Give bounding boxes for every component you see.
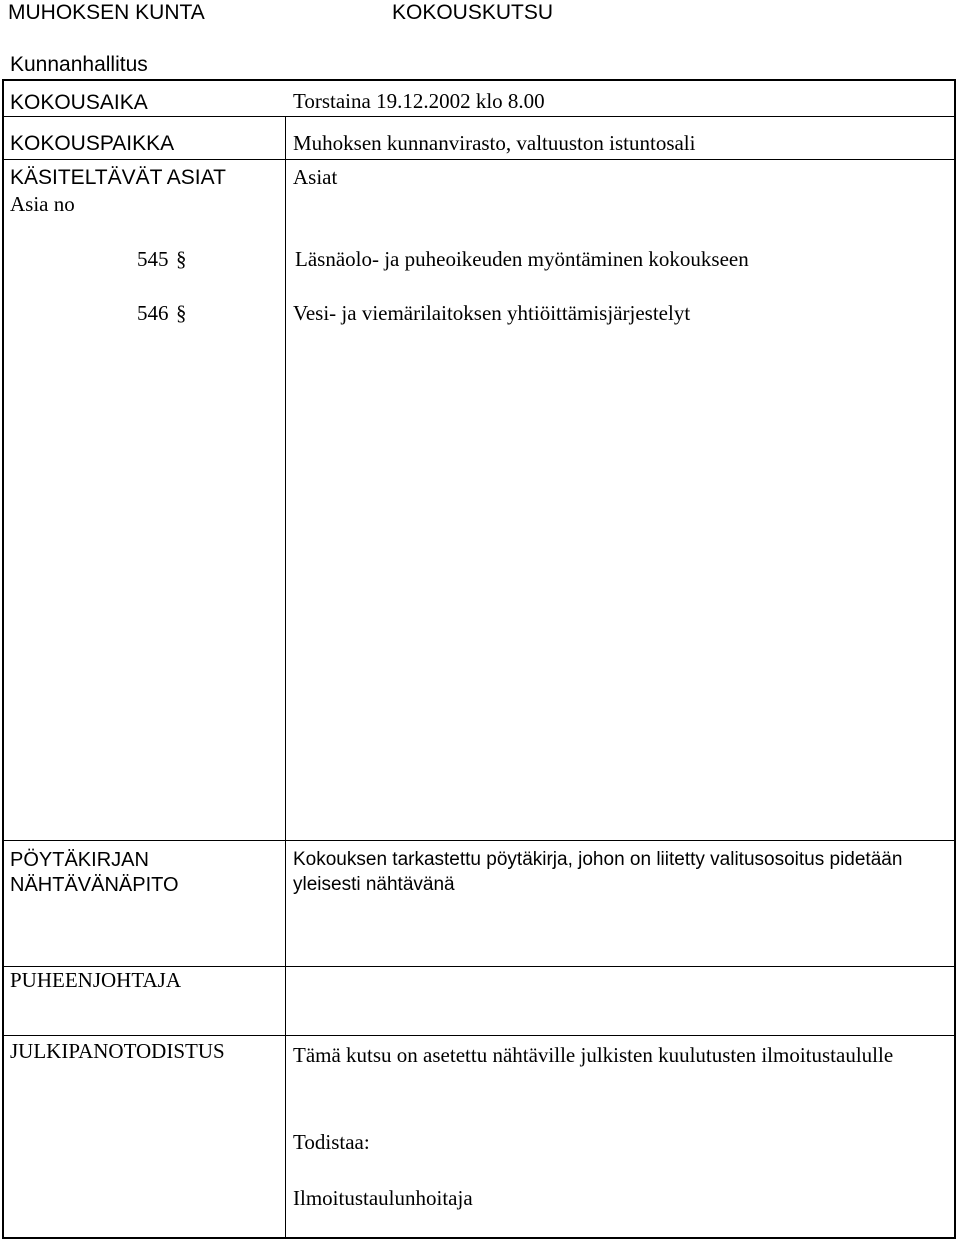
meeting-time-label: KOKOUSAIKA [10,91,148,114]
meeting-body: Kunnanhallitus [10,53,148,76]
row-divider-posting [4,1035,954,1036]
certify-label: Todistaa: [293,1130,370,1154]
posting-label: JULKIPANOTODISTUS [10,1039,225,1063]
row-divider-minutes [4,840,954,841]
minutes-label-line1: PÖYTÄKIRJAN [10,849,149,871]
agenda-number-label: Asia no [10,192,75,216]
agenda-item-number: 545 [137,247,169,271]
posting-text: Tämä kutsu on asetettu nähtäville julkisten kuulutusten ilmoitustaululle [293,1043,894,1067]
agenda-item-number: 546 [137,301,169,325]
agenda-label: KÄSITELTÄVÄT ASIAT [10,166,226,189]
meeting-place-value: Muhoksen kunnanvirasto, valtuuston istuntosali [293,131,696,155]
row-divider-place [4,159,954,160]
minutes-text-line1: Kokouksen tarkastettu pöytäkirja, johon on liitetty valitusosoitus pidetään [293,849,903,870]
chair-label: PUHEENJOHTAJA [10,968,181,992]
meeting-place-label: KOKOUSPAIKKA [10,132,175,155]
section-sign: § [176,301,187,325]
agenda-item-title: Vesi- ja viemärilaitoksen yhtiöittämisjärjestelyt [293,301,691,325]
minutes-text-line2: yleisesti nähtävänä [293,874,455,895]
document-type: KOKOUSKUTSU [392,1,554,24]
column-divider [285,116,286,1237]
agenda-column-heading: Asiat [293,165,338,189]
agenda-item-title: Läsnäolo- ja puheoikeuden myöntäminen kokoukseen [295,247,749,271]
minutes-label-line2: NÄHTÄVÄNÄPITO [10,874,179,896]
signer-label: Ilmoitustaulunhoitaja [293,1186,473,1210]
meeting-time-value: Torstaina 19.12.2002 klo 8.00 [293,89,545,113]
section-sign: § [176,247,187,271]
row-divider-time [4,116,954,117]
municipality-name: MUHOKSEN KUNTA [8,1,205,24]
row-divider-chair [4,966,954,967]
